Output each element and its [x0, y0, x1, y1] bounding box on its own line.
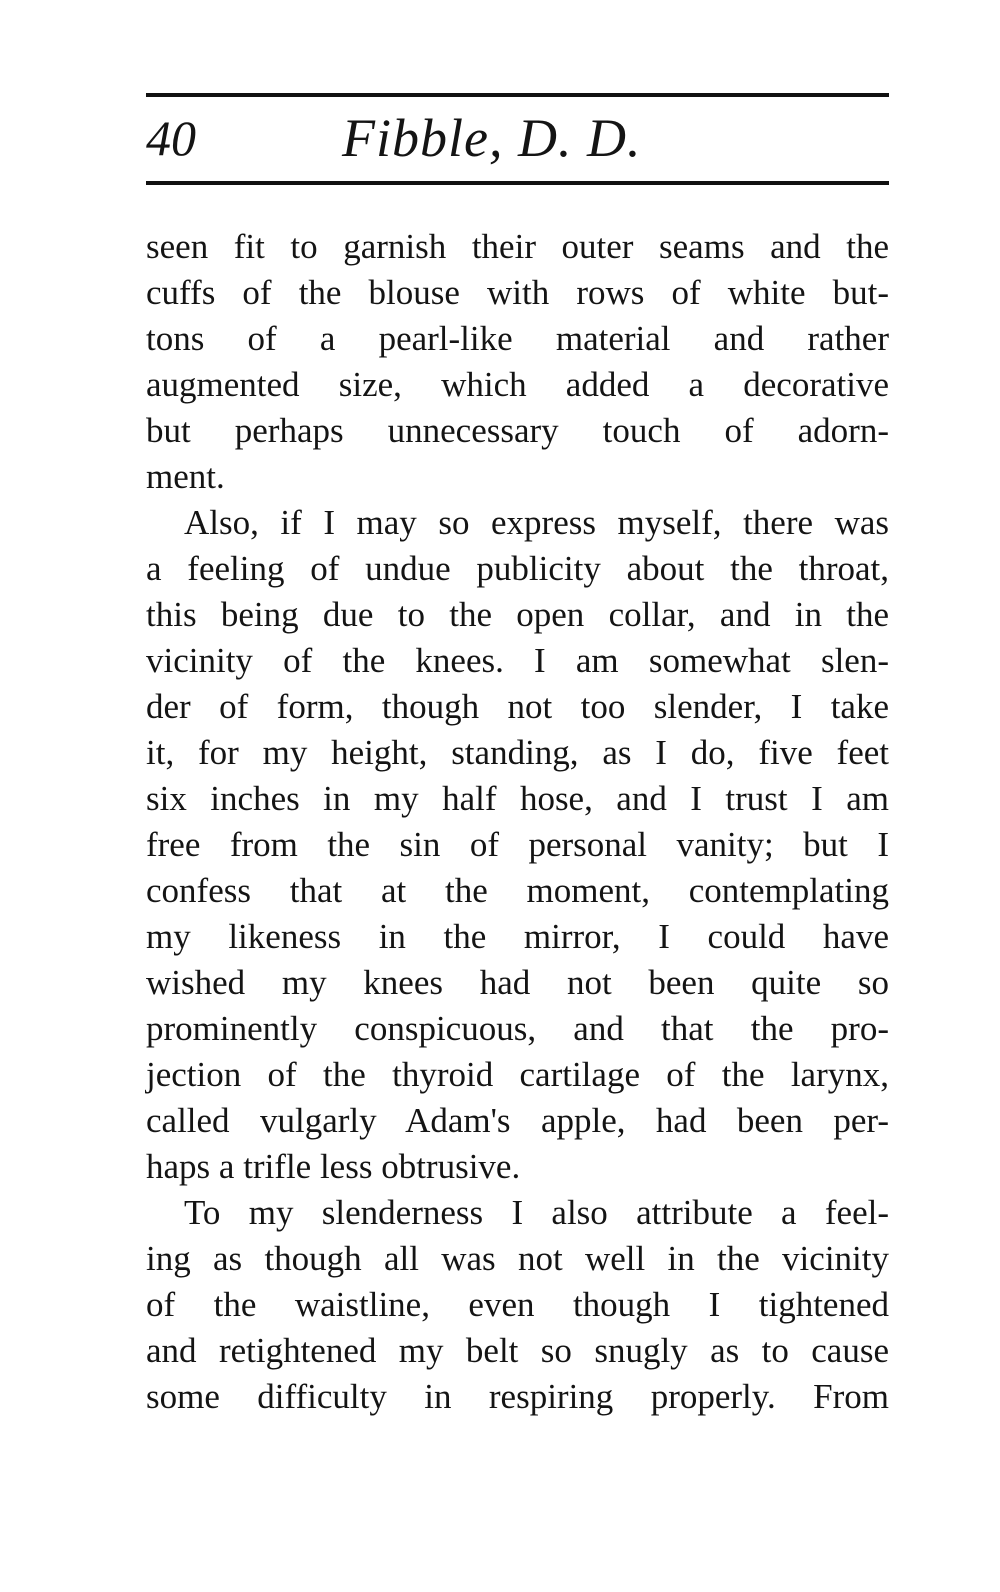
text-line: this being due to the open collar, and in the — [146, 595, 889, 634]
text-line: and retightened my belt so snugly as to cause — [146, 1331, 889, 1370]
text-line: wished my knees had not been quite so — [146, 963, 889, 1002]
text-line: Also, if I may so express myself, there was — [184, 503, 889, 542]
text-line: der of form, though not too slender, I take — [146, 687, 889, 726]
text-line: prominently conspicuous, and that the pro- — [146, 1009, 889, 1048]
header-top-rule — [146, 93, 889, 97]
text-line: haps a trifle less obtrusive. — [146, 1147, 521, 1186]
text-line: free from the sin of personal vanity; but I — [146, 825, 889, 864]
page-number: 40 — [146, 110, 196, 166]
text-line: of the waistline, even though I tightened — [146, 1285, 889, 1324]
text-line: my likeness in the mirror, I could have — [146, 917, 889, 956]
text-line: confess that at the moment, contemplating — [146, 871, 889, 910]
text-line: jection of the thyroid cartilage of the larynx, — [146, 1055, 889, 1094]
text-line: some difficulty in respiring properly. From — [146, 1377, 889, 1416]
text-line: cuffs of the blouse with rows of white but- — [146, 273, 889, 312]
running-title: Fibble, D. D. — [342, 108, 642, 168]
text-line: ing as though all was not well in the vicinity — [146, 1239, 889, 1278]
body-text — [146, 224, 889, 1420]
text-line: but perhaps unnecessary touch of adorn- — [146, 411, 889, 450]
text-line: six inches in my half hose, and I trust I am — [146, 779, 889, 818]
text-line: seen fit to garnish their outer seams and the — [146, 227, 889, 266]
text-line: To my slenderness I also attribute a feel- — [184, 1193, 889, 1232]
header-bottom-rule — [146, 181, 889, 185]
text-line: vicinity of the knees. I am somewhat slen- — [146, 641, 889, 680]
text-line: ment. — [146, 457, 225, 496]
running-header — [146, 104, 889, 176]
text-line: called vulgarly Adam's apple, had been per- — [146, 1101, 889, 1140]
text-line: a feeling of undue publicity about the throat, — [146, 549, 889, 588]
text-line: it, for my height, standing, as I do, five feet — [146, 733, 889, 772]
text-line: augmented size, which added a decorative — [146, 365, 889, 404]
text-line: tons of a pearl-like material and rather — [146, 319, 889, 358]
